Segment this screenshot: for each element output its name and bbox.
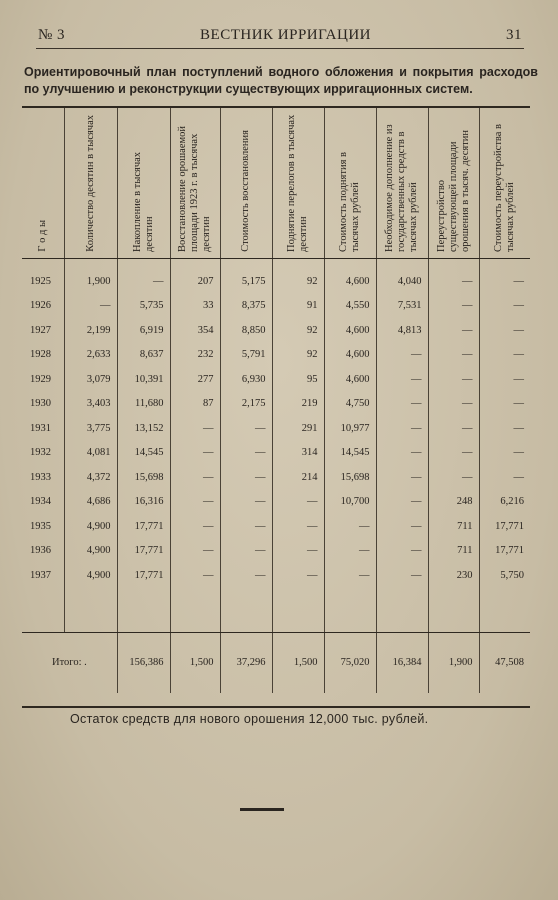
col-header-raising-cost: Стоимость поднятия в тысячах рублей bbox=[324, 108, 376, 259]
value-cell: 4,600 bbox=[324, 367, 376, 392]
col-header-years: Г о д ы bbox=[22, 108, 64, 259]
value-cell: 4,040 bbox=[376, 269, 428, 294]
value-cell: — bbox=[513, 471, 524, 483]
journal-title: ВЕСТНИК ИРРИГАЦИИ bbox=[200, 26, 372, 43]
value-cell: 33 bbox=[170, 294, 220, 319]
table-row bbox=[22, 269, 530, 294]
value-cell: 5,750 bbox=[500, 569, 524, 581]
total-label: Итого: . bbox=[22, 632, 117, 693]
value-cell: — bbox=[220, 539, 272, 564]
value-cell: 3,775 bbox=[64, 416, 117, 441]
col-header-desyatin: Количество десятин в тысячах bbox=[64, 108, 117, 259]
year-cell: 1931 bbox=[22, 416, 64, 441]
value-cell: — bbox=[428, 318, 479, 343]
value-cell: 17,771 bbox=[117, 539, 170, 564]
value-cell: — bbox=[170, 441, 220, 466]
value-cell: 291 bbox=[272, 416, 324, 441]
value-cell: 711 bbox=[428, 539, 479, 564]
value-cell: 91 bbox=[272, 294, 324, 319]
year-cell: 1936 bbox=[22, 539, 64, 564]
value-cell: — bbox=[376, 367, 428, 392]
table-row bbox=[22, 416, 530, 441]
value-cell: 8,375 bbox=[220, 294, 272, 319]
value-cell: 3,403 bbox=[64, 392, 117, 417]
value-cell: — bbox=[513, 398, 524, 410]
value-cell: 92 bbox=[272, 269, 324, 294]
table-row bbox=[22, 294, 530, 319]
header-rule bbox=[36, 48, 524, 49]
value-cell: 17,771 bbox=[117, 514, 170, 539]
value-cell: — bbox=[272, 563, 324, 588]
value-cell: 11,680 bbox=[117, 392, 170, 417]
value-cell: 248 bbox=[428, 490, 479, 515]
table-row bbox=[22, 563, 530, 588]
value-cell: 4,600 bbox=[324, 343, 376, 368]
value-cell: — bbox=[513, 349, 524, 361]
value-cell: 8,637 bbox=[117, 343, 170, 368]
year-cell: 1932 bbox=[22, 441, 64, 466]
value-cell: — bbox=[376, 465, 428, 490]
value-cell: 4,686 bbox=[64, 490, 117, 515]
col-header-reconstruction-cost: Стоимость переустройства в тысячах рублей bbox=[479, 108, 530, 259]
col-header-fallow-raising: Поднятие перелогов в тысячах десятин bbox=[272, 108, 324, 259]
value-cell: 10,977 bbox=[324, 416, 376, 441]
value-cell: 17,771 bbox=[117, 563, 170, 588]
value-cell: — bbox=[376, 392, 428, 417]
total-row bbox=[22, 632, 530, 693]
value-cell: 4,372 bbox=[64, 465, 117, 490]
year-cell: 1935 bbox=[22, 514, 64, 539]
value-cell: 4,600 bbox=[324, 269, 376, 294]
value-cell: — bbox=[376, 514, 428, 539]
value-cell: 4,900 bbox=[64, 514, 117, 539]
table-row bbox=[22, 343, 530, 368]
value-cell: 15,698 bbox=[324, 465, 376, 490]
year-cell: 1927 bbox=[22, 318, 64, 343]
col-header-accumulation: Накопление в тысячах десятин bbox=[117, 108, 170, 259]
value-cell: 95 bbox=[272, 367, 324, 392]
value-cell: 4,081 bbox=[64, 441, 117, 466]
value-cell: 207 bbox=[170, 269, 220, 294]
value-cell: — bbox=[376, 563, 428, 588]
remaining-funds-note: Остаток средств для нового орошения 12,000 тыс. рублей. bbox=[70, 712, 429, 726]
value-cell: — bbox=[170, 563, 220, 588]
value-cell: 7,531 bbox=[376, 294, 428, 319]
value-cell: — bbox=[272, 539, 324, 564]
value-cell: 4,600 bbox=[324, 318, 376, 343]
value-cell: — bbox=[428, 441, 479, 466]
total-cell: 156,386 bbox=[117, 632, 170, 693]
value-cell: 5,791 bbox=[220, 343, 272, 368]
value-cell: 219 bbox=[272, 392, 324, 417]
table-row bbox=[22, 490, 530, 515]
value-cell: 5,175 bbox=[220, 269, 272, 294]
value-cell: — bbox=[513, 373, 524, 385]
value-cell: 1,900 bbox=[64, 269, 117, 294]
total-cell: 47,508 bbox=[495, 657, 524, 668]
value-cell: — bbox=[324, 514, 376, 539]
year-cell: 1933 bbox=[22, 465, 64, 490]
value-cell: 2,199 bbox=[64, 318, 117, 343]
value-cell: 214 bbox=[272, 465, 324, 490]
value-cell: 6,919 bbox=[117, 318, 170, 343]
value-cell: 4,900 bbox=[64, 563, 117, 588]
value-cell: — bbox=[376, 490, 428, 515]
value-cell: — bbox=[428, 416, 479, 441]
value-cell: 6,930 bbox=[220, 367, 272, 392]
year-cell: 1937 bbox=[22, 563, 64, 588]
year-cell: 1926 bbox=[22, 294, 64, 319]
value-cell: — bbox=[272, 514, 324, 539]
table-title: Ориентировочный план поступлений водного обложения и покрытия расходов по улучшению и реконструкции существующих ирригационных систем. bbox=[24, 65, 538, 96]
issue-number: № 3 bbox=[38, 26, 66, 43]
plan-table bbox=[22, 106, 530, 708]
table-row bbox=[22, 465, 530, 490]
col-header-state-funds: Необходимое дополнение из государственных средств в тысячах рублей bbox=[376, 108, 428, 259]
value-cell: 16,316 bbox=[117, 490, 170, 515]
value-cell: 314 bbox=[272, 441, 324, 466]
value-cell: 5,735 bbox=[117, 294, 170, 319]
value-cell: — bbox=[170, 514, 220, 539]
total-cell: 37,296 bbox=[220, 632, 272, 693]
table-row bbox=[22, 367, 530, 392]
value-cell: 4,550 bbox=[324, 294, 376, 319]
value-cell: — bbox=[428, 269, 479, 294]
page-number: 31 bbox=[505, 26, 522, 43]
running-head bbox=[38, 26, 522, 44]
value-cell: — bbox=[170, 416, 220, 441]
value-cell: — bbox=[170, 465, 220, 490]
value-cell: 10,391 bbox=[117, 367, 170, 392]
value-cell: 87 bbox=[170, 392, 220, 417]
value-cell: — bbox=[220, 563, 272, 588]
value-cell: — bbox=[513, 422, 524, 434]
total-cell: 1,500 bbox=[272, 632, 324, 693]
value-cell: 15,698 bbox=[117, 465, 170, 490]
value-cell: — bbox=[428, 367, 479, 392]
total-cell: 1,500 bbox=[170, 632, 220, 693]
value-cell: — bbox=[220, 465, 272, 490]
value-cell: 92 bbox=[272, 343, 324, 368]
value-cell: 8,850 bbox=[220, 318, 272, 343]
total-cell: 75,020 bbox=[324, 632, 376, 693]
value-cell: — bbox=[376, 416, 428, 441]
value-cell: 17,771 bbox=[495, 520, 524, 532]
col-header-restoration-cost: Стоимость восстановления bbox=[220, 108, 272, 259]
value-cell: 277 bbox=[170, 367, 220, 392]
year-cell: 1930 bbox=[22, 392, 64, 417]
table-row bbox=[22, 392, 530, 417]
value-cell: — bbox=[513, 275, 524, 287]
table-row bbox=[22, 441, 530, 466]
value-cell: — bbox=[64, 294, 117, 319]
table-row bbox=[22, 539, 530, 564]
value-cell: — bbox=[170, 490, 220, 515]
value-cell: 4,750 bbox=[324, 392, 376, 417]
value-cell: 2,633 bbox=[64, 343, 117, 368]
total-cell: 1,900 bbox=[428, 632, 479, 693]
year-cell: 1925 bbox=[22, 269, 64, 294]
value-cell: — bbox=[220, 490, 272, 515]
value-cell: — bbox=[376, 343, 428, 368]
value-cell: 92 bbox=[272, 318, 324, 343]
value-cell: 232 bbox=[170, 343, 220, 368]
table-row bbox=[22, 514, 530, 539]
end-rule bbox=[240, 808, 284, 811]
value-cell: 4,813 bbox=[376, 318, 428, 343]
value-cell: 2,175 bbox=[220, 392, 272, 417]
value-cell: — bbox=[272, 490, 324, 515]
value-cell: — bbox=[513, 447, 524, 459]
value-cell: — bbox=[324, 539, 376, 564]
spacer-row bbox=[22, 588, 530, 633]
value-cell: — bbox=[428, 465, 479, 490]
value-cell: 711 bbox=[428, 514, 479, 539]
spacer-row bbox=[22, 259, 530, 270]
value-cell: — bbox=[220, 441, 272, 466]
value-cell: 17,771 bbox=[495, 545, 524, 557]
col-header-restoration-area: Восстановление орошаемой площади 1923 г. в тысячах десятин bbox=[170, 108, 220, 259]
value-cell: 4,900 bbox=[64, 539, 117, 564]
table-header-row bbox=[22, 108, 530, 259]
table-row bbox=[22, 318, 530, 343]
value-cell: — bbox=[170, 539, 220, 564]
value-cell: 10,700 bbox=[324, 490, 376, 515]
value-cell: — bbox=[428, 392, 479, 417]
value-cell: — bbox=[220, 416, 272, 441]
value-cell: — bbox=[324, 563, 376, 588]
value-cell: — bbox=[376, 441, 428, 466]
value-cell: — bbox=[376, 539, 428, 564]
col-header-reconstruction-area: Переустройство существующей площади орошения в тысяч. десятин bbox=[428, 108, 479, 259]
value-cell: — bbox=[513, 300, 524, 312]
total-cell: 16,384 bbox=[376, 632, 428, 693]
year-cell: 1928 bbox=[22, 343, 64, 368]
value-cell: — bbox=[220, 514, 272, 539]
value-cell: 354 bbox=[170, 318, 220, 343]
value-cell: 14,545 bbox=[117, 441, 170, 466]
value-cell: — bbox=[428, 343, 479, 368]
year-cell: 1929 bbox=[22, 367, 64, 392]
value-cell: — bbox=[513, 324, 524, 336]
value-cell: 230 bbox=[428, 563, 479, 588]
value-cell: — bbox=[117, 269, 170, 294]
value-cell: 3,079 bbox=[64, 367, 117, 392]
value-cell: 6,216 bbox=[500, 496, 524, 508]
value-cell: 14,545 bbox=[324, 441, 376, 466]
value-cell: 13,152 bbox=[117, 416, 170, 441]
value-cell: — bbox=[428, 294, 479, 319]
year-cell: 1934 bbox=[22, 490, 64, 515]
